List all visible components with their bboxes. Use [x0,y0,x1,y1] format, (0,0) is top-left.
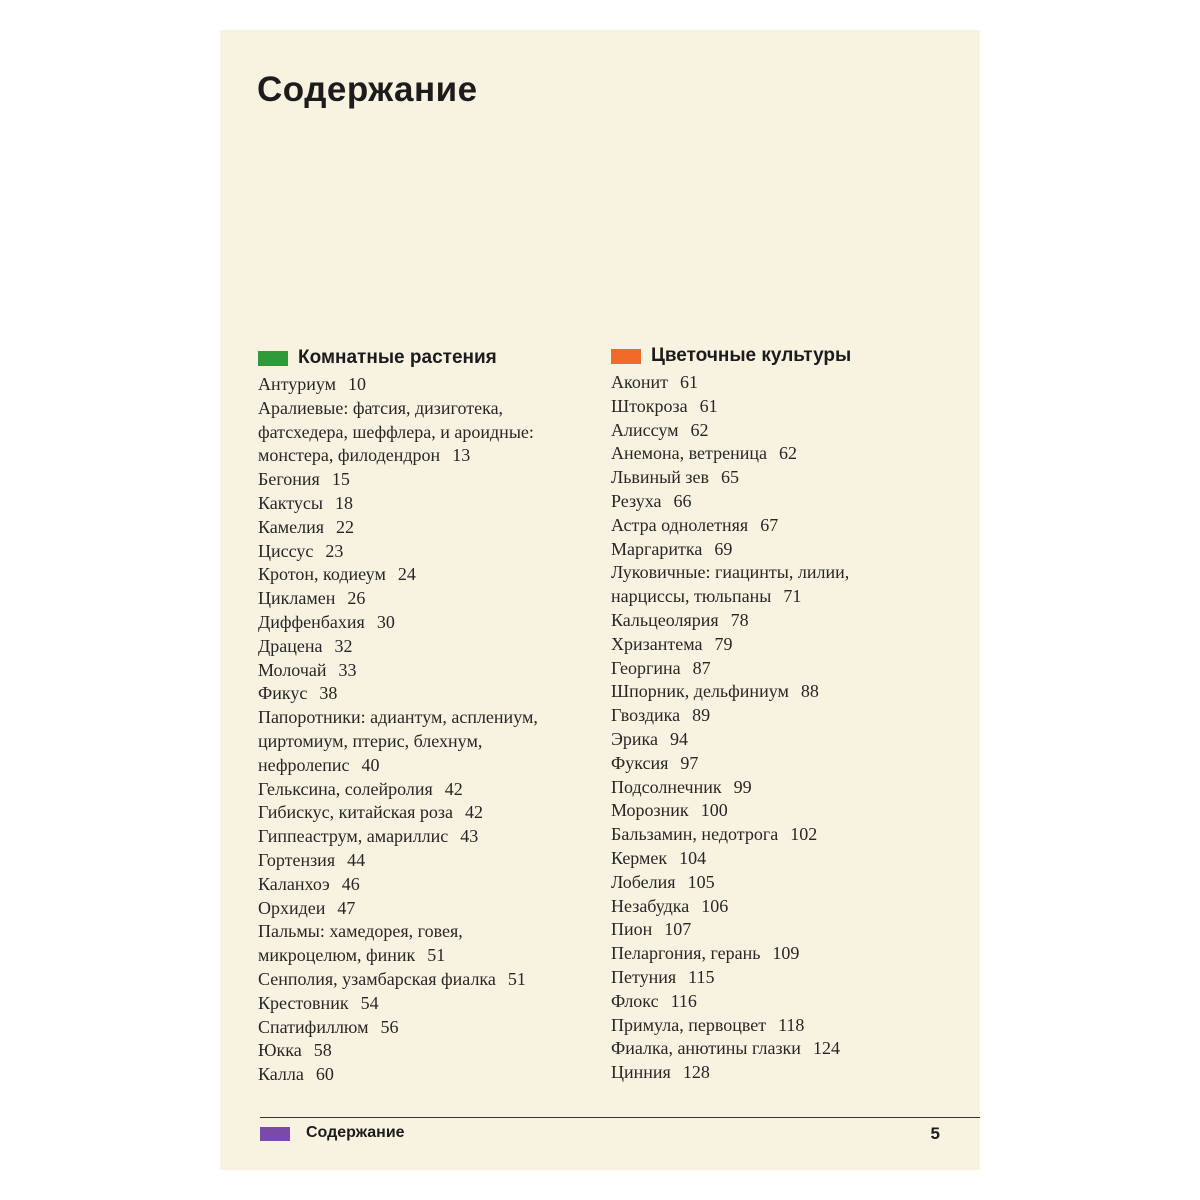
toc-entry [611,966,951,990]
toc-entry [258,825,588,849]
toc-entry-page: 38 [319,683,338,704]
toc-entry-page: 43 [460,826,479,847]
toc-entry-page: 26 [347,588,366,609]
toc-entry-title: фатсхедера, шеффлера, и ароидные: [258,421,534,442]
book-page [220,30,980,1170]
toc-entry-page: 106 [701,895,729,916]
toc-entry [258,754,588,778]
toc-entry-title: Кротон, кодиеум [258,564,386,585]
section-header [258,344,588,372]
toc-entry-title: Кактусы [258,492,323,513]
toc-entry-title: Фуксия [611,752,669,773]
toc-entry [258,801,588,825]
toc-entry [611,371,951,395]
toc-entry-page: 22 [336,516,355,537]
toc-entry [611,514,951,538]
page-number: 5 [930,1124,940,1143]
toc-entry-page: 69 [714,538,733,559]
toc-entry [611,990,951,1014]
toc-entry-title: Камелия [258,516,325,537]
toc-entry-page: 47 [337,897,356,918]
toc-entry-page: 33 [338,659,357,680]
toc-entry [611,1014,951,1038]
toc-entry-page: 65 [721,467,740,488]
toc-entry-title: Калла [258,1064,304,1085]
toc-entry-title: Спатифиллюм [258,1016,369,1037]
toc-entry-title: нарциссы, тюльпаны [611,586,772,607]
toc-entry-title: Шпорник, дельфиниум [611,681,789,702]
toc-entry-title: Аконит [611,372,668,392]
toc-entry-page: 44 [347,849,366,870]
section-title: Цветочные культуры [651,345,852,366]
toc-entry [258,992,588,1016]
toc-entry-page: 79 [714,633,733,654]
toc-entry-title: Хризантема [611,633,703,654]
toc-entry-title: Молочай [258,659,327,680]
toc-entry-title: Штокроза [611,395,688,416]
toc-entry-page: 46 [341,873,360,894]
toc-entry-page: 88 [800,681,819,702]
toc-entry-title: Орхидеи [258,897,326,918]
toc-entry [611,680,951,704]
toc-entry [611,776,951,800]
footer-color-marker [260,1127,290,1141]
toc-entry [258,421,588,445]
toc-entry-title: Эрика [611,728,658,749]
toc-entry [258,1039,588,1063]
toc-entry [258,1016,588,1040]
toc-entry-page: 105 [687,871,715,892]
toc-entry [611,657,951,681]
footer-divider [260,1117,980,1118]
toc-entry-title: Гортензия [258,849,336,870]
toc-entry-title: Фиалка, анютины глазки [611,1038,801,1059]
toc-entry-title: Циссус [258,540,314,561]
section-title: Комнатные растения [298,347,497,368]
toc-entry-title: Папоротники: адиантум, асплениум, [258,707,538,728]
toc-entry-page: 109 [772,943,800,964]
toc-entry-page: 104 [679,847,707,868]
toc-entry-title: Пеларгония, герань [611,943,761,964]
toc-entry-title: Гибискус, китайская роза [258,802,454,823]
toc-section-flowers [611,342,951,1085]
toc-entry [611,442,951,466]
toc-entry [611,799,951,823]
toc-entry [611,823,951,847]
toc-entry [258,968,588,992]
toc-entry-page: 30 [376,611,395,632]
section-color-marker [611,349,641,364]
toc-section-houseplants [258,344,588,1087]
toc-entry [611,895,951,919]
toc-entry-title: Незабудка [611,895,690,916]
toc-entry-page: 118 [778,1014,805,1035]
toc-entry [258,682,588,706]
toc-entry [611,942,951,966]
toc-entry-page: 62 [778,443,797,464]
toc-entry [611,633,951,657]
toc-entry [258,587,588,611]
toc-entry [611,490,951,514]
toc-entry-page: 61 [679,372,698,392]
toc-entry-title: Петуния [611,966,677,987]
toc-entry-page: 99 [733,776,752,797]
toc-entry [258,730,588,754]
toc-entry [258,397,588,421]
toc-entry-page: 58 [313,1040,332,1061]
toc-entry-page: 67 [760,514,779,535]
toc-entry-page: 13 [452,445,471,466]
toc-entry [611,585,951,609]
toc-entry [611,728,951,752]
toc-entry-page: 115 [688,966,715,987]
toc-entry [258,468,588,492]
toc-entry-page: 54 [360,992,379,1013]
toc-entry-page: 40 [361,754,380,775]
toc-entry-page: 56 [380,1016,399,1037]
toc-entry [611,538,951,562]
toc-entry-page: 71 [783,586,802,607]
toc-entry-title: Флокс [611,990,659,1011]
toc-entry [258,444,588,468]
toc-entry-title: Гиппеаструм, амариллис [258,826,449,847]
toc-entry-title: Луковичные: гиацинты, лилии, [611,562,850,583]
toc-entry-page: 78 [730,609,749,630]
toc-entry-page: 89 [692,705,711,726]
toc-entry [611,704,951,728]
toc-entry-title: циртомиум, птерис, блехнум, [258,730,483,751]
toc-entry-page: 15 [331,469,350,490]
toc-entry-title: Каланхоэ [258,873,330,894]
toc-entry-title: Цинния [611,1062,671,1083]
toc-entry [258,1063,588,1087]
toc-entry-title: Бегония [258,469,320,490]
toc-entry [258,635,588,659]
toc-entry [611,1061,951,1085]
section-color-marker [258,351,288,366]
toc-entry-title: Диффенбахия [258,611,365,632]
section-header [611,342,951,370]
toc-entry-page: 102 [790,824,818,845]
toc-entry-page: 60 [315,1064,334,1085]
toc-entry-title: Цикламен [258,588,336,609]
toc-entry [611,561,951,585]
toc-entry-title: Лобелия [611,871,676,892]
toc-entry-title: Кермек [611,847,668,868]
toc-entry [258,849,588,873]
toc-entry-title: Юкка [258,1040,302,1061]
toc-entry-page: 51 [427,945,446,966]
toc-entry [611,395,951,419]
toc-entry-page: 42 [444,778,463,799]
toc-entry [258,897,588,921]
toc-entry [258,373,588,397]
toc-entry-title: Анемона, ветреница [611,443,767,464]
toc-entry-page: 124 [812,1038,840,1059]
toc-entry-title: Кальцеолярия [611,609,719,630]
toc-entry [258,611,588,635]
page-title: Содержание [257,70,478,109]
toc-entry-page: 62 [690,419,709,440]
toc-entry-title: Маргаритка [611,538,703,559]
toc-entry [611,466,951,490]
toc-entry [611,609,951,633]
toc-entry-title: нефролепис [258,754,350,775]
toc-entry [258,920,588,944]
toc-entry-page: 66 [673,490,692,511]
toc-entry [258,540,588,564]
toc-entry-page: 23 [325,540,344,561]
toc-entry-page: 42 [465,802,484,823]
toc-entry-title: Морозник [611,800,689,821]
toc-entry-title: Антуриум [258,374,337,394]
toc-entry [611,1037,951,1061]
toc-entry-page: 116 [670,990,697,1011]
toc-entry-title: Примула, первоцвет [611,1014,767,1035]
toc-entry-title: Георгина [611,657,681,678]
toc-entry [258,563,588,587]
toc-entry [258,516,588,540]
toc-entry-title: Астра однолетняя [611,514,749,535]
toc-entry-page: 10 [348,374,367,394]
toc-entry-page: 61 [699,395,718,416]
toc-entry-page: 97 [680,752,699,773]
toc-entry-title: Подсолнечник [611,776,722,797]
running-footer-title: Содержание [306,1124,405,1141]
toc-entry-title: Пион [611,919,653,940]
toc-entry [611,918,951,942]
toc-entry-page: 24 [397,564,416,585]
toc-entry-page: 100 [700,800,728,821]
toc-entry-title: Драцена [258,635,323,656]
toc-entry-title: монстера, филодендрон [258,445,441,466]
toc-entry-title: Сенполия, узамбарская фиалка [258,968,496,989]
toc-entry [611,419,951,443]
toc-entry-title: Львиный зев [611,467,710,488]
toc-entry [611,752,951,776]
toc-entry-title: Фикус [258,683,308,704]
toc-entry-title: Резуха [611,490,662,511]
toc-entry-title: Пальмы: хамедорея, говея, [258,921,463,942]
toc-entry-page: 87 [692,657,711,678]
toc-entry-title: Алиссум [611,419,679,440]
toc-entry-title: Гвоздика [611,705,681,726]
toc-entry [258,873,588,897]
toc-entry [258,944,588,968]
toc-entry [611,871,951,895]
toc-entry-page: 18 [334,492,353,513]
toc-entry-page: 107 [664,919,692,940]
toc-entry-title: микроцелюм, финик [258,945,416,966]
toc-entry-page: 128 [682,1062,710,1083]
toc-list [258,373,588,1087]
toc-entry [258,706,588,730]
toc-list [611,371,951,1085]
toc-entry-title: Гельксина, солейролия [258,778,433,799]
toc-entry [258,659,588,683]
toc-entry-title: Аралиевые: фатсия, дизиготека, [258,397,504,418]
toc-entry-page: 32 [334,635,353,656]
toc-entry-page: 94 [669,728,688,749]
toc-entry [258,492,588,516]
toc-entry-title: Крестовник [258,992,349,1013]
toc-entry-title: Бальзамин, недотрога [611,824,779,845]
toc-entry [611,847,951,871]
toc-entry-page: 51 [507,968,526,989]
toc-entry [258,778,588,802]
